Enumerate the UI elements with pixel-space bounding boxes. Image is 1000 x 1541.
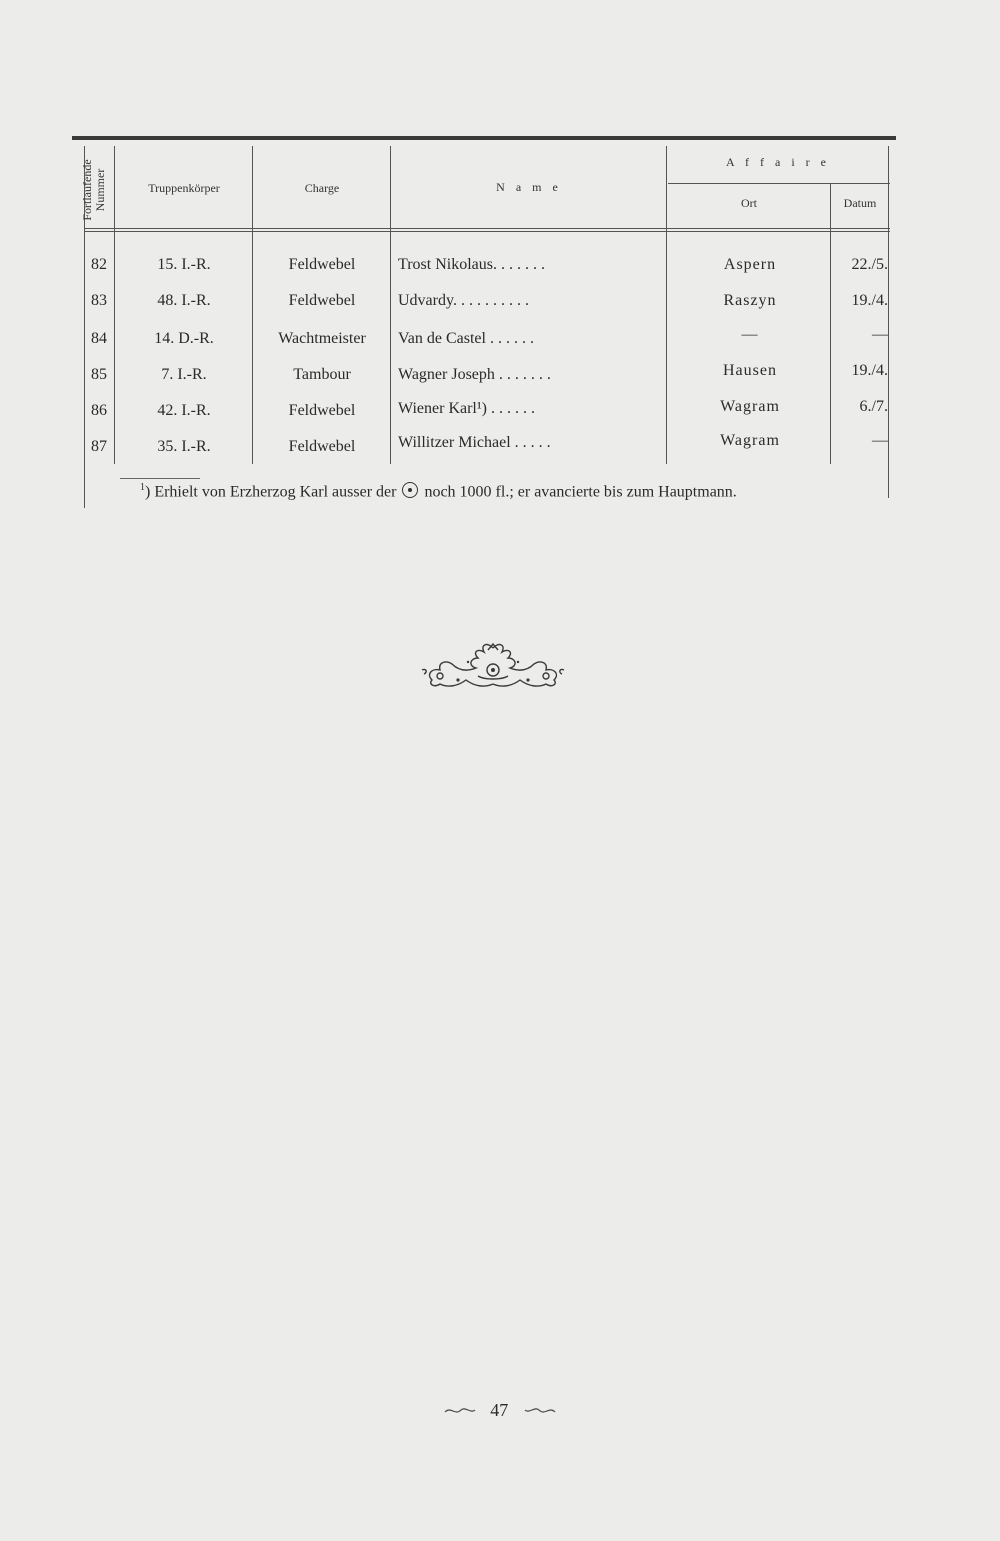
footnote [140, 482, 890, 501]
footnote-marker: 1 [140, 482, 145, 493]
cell-charge: Feldwebel [288, 438, 356, 455]
cell-charge: Feldwebel [288, 256, 356, 273]
header-truppenkoerper: Truppenkörper [148, 181, 220, 195]
cell-truppenkoerper: 42. I.-R. [157, 402, 211, 419]
cell-ort: — [741, 326, 759, 343]
cell-nummer: 87 [91, 438, 107, 455]
cell-name: Udvardy. . . . . . . . . . [398, 292, 529, 309]
cell-ort: Raszyn [723, 292, 777, 309]
cell-name: Van de Castel . . . . . . [398, 330, 534, 347]
header-affaire: A f f a i r e [726, 155, 830, 169]
cell-ort: Aspern [723, 256, 777, 273]
page-number: 47 [490, 1400, 509, 1420]
column-divider [390, 146, 391, 464]
swash-ornament [523, 1405, 557, 1419]
cell-truppenkoerper: 7. I.-R. [161, 366, 207, 383]
column-divider [666, 146, 667, 464]
cell-nummer: 86 [91, 402, 107, 419]
column-divider [830, 184, 831, 464]
cell-datum: — [872, 326, 888, 343]
cell-truppenkoerper: 48. I.-R. [157, 292, 211, 309]
cell-truppenkoerper: 15. I.-R. [157, 256, 211, 273]
cell-name: Willitzer Michael . . . . . [398, 434, 551, 451]
cell-truppenkoerper: 14. D.-R. [154, 330, 214, 347]
cell-nummer: 84 [91, 330, 107, 347]
header-nummer-label: Fortlaufende Nummer [80, 159, 107, 221]
table-top-rule [72, 136, 896, 140]
header-datum: Datum [843, 196, 877, 210]
header-ort: Ort [741, 196, 757, 210]
cell-charge: Feldwebel [288, 402, 356, 419]
ornament-vignette [418, 640, 568, 696]
header-bottom-rule-2 [84, 231, 890, 232]
swash-ornament [443, 1405, 480, 1419]
footnote-rule [120, 478, 200, 479]
column-divider [114, 146, 115, 464]
cell-charge: Wachtmeister [278, 330, 366, 347]
cell-ort: Wagram [720, 398, 780, 415]
cell-nummer: 85 [91, 366, 107, 383]
cell-truppenkoerper: 35. I.-R. [157, 438, 211, 455]
footnote-text-after: noch 1000 fl.; er avancierte bis zum Hauptmann. [424, 483, 737, 501]
table-right-border [888, 146, 889, 498]
page-number-line [420, 1400, 580, 1421]
cell-datum: — [872, 432, 888, 449]
column-divider [252, 146, 253, 464]
cell-name: Wagner Joseph . . . . . . . [398, 366, 551, 383]
cell-charge: Tambour [293, 366, 351, 383]
header-nummer [80, 150, 108, 230]
header-name: N a m e [496, 180, 562, 194]
cell-datum: 19./4. [851, 292, 888, 309]
footnote-text-before: ) Erhielt von Erzherzog Karl ausser der [145, 483, 397, 501]
cell-nummer: 83 [91, 292, 107, 309]
medal-symbol-icon [402, 482, 418, 498]
cell-datum: 22./5. [851, 256, 888, 273]
cell-datum: 19./4. [851, 362, 888, 379]
cell-charge: Feldwebel [288, 292, 356, 309]
cell-ort: Hausen [723, 362, 777, 379]
cell-datum: 6./7. [859, 398, 888, 415]
cell-name: Trost Nikolaus. . . . . . . [398, 256, 545, 273]
cell-nummer: 82 [91, 256, 107, 273]
header-bottom-rule [84, 228, 890, 229]
header-charge: Charge [304, 181, 340, 195]
affaire-divider [668, 183, 890, 184]
cell-ort: Wagram [720, 432, 780, 449]
cell-name: Wiener Karl¹) . . . . . . [398, 400, 535, 417]
